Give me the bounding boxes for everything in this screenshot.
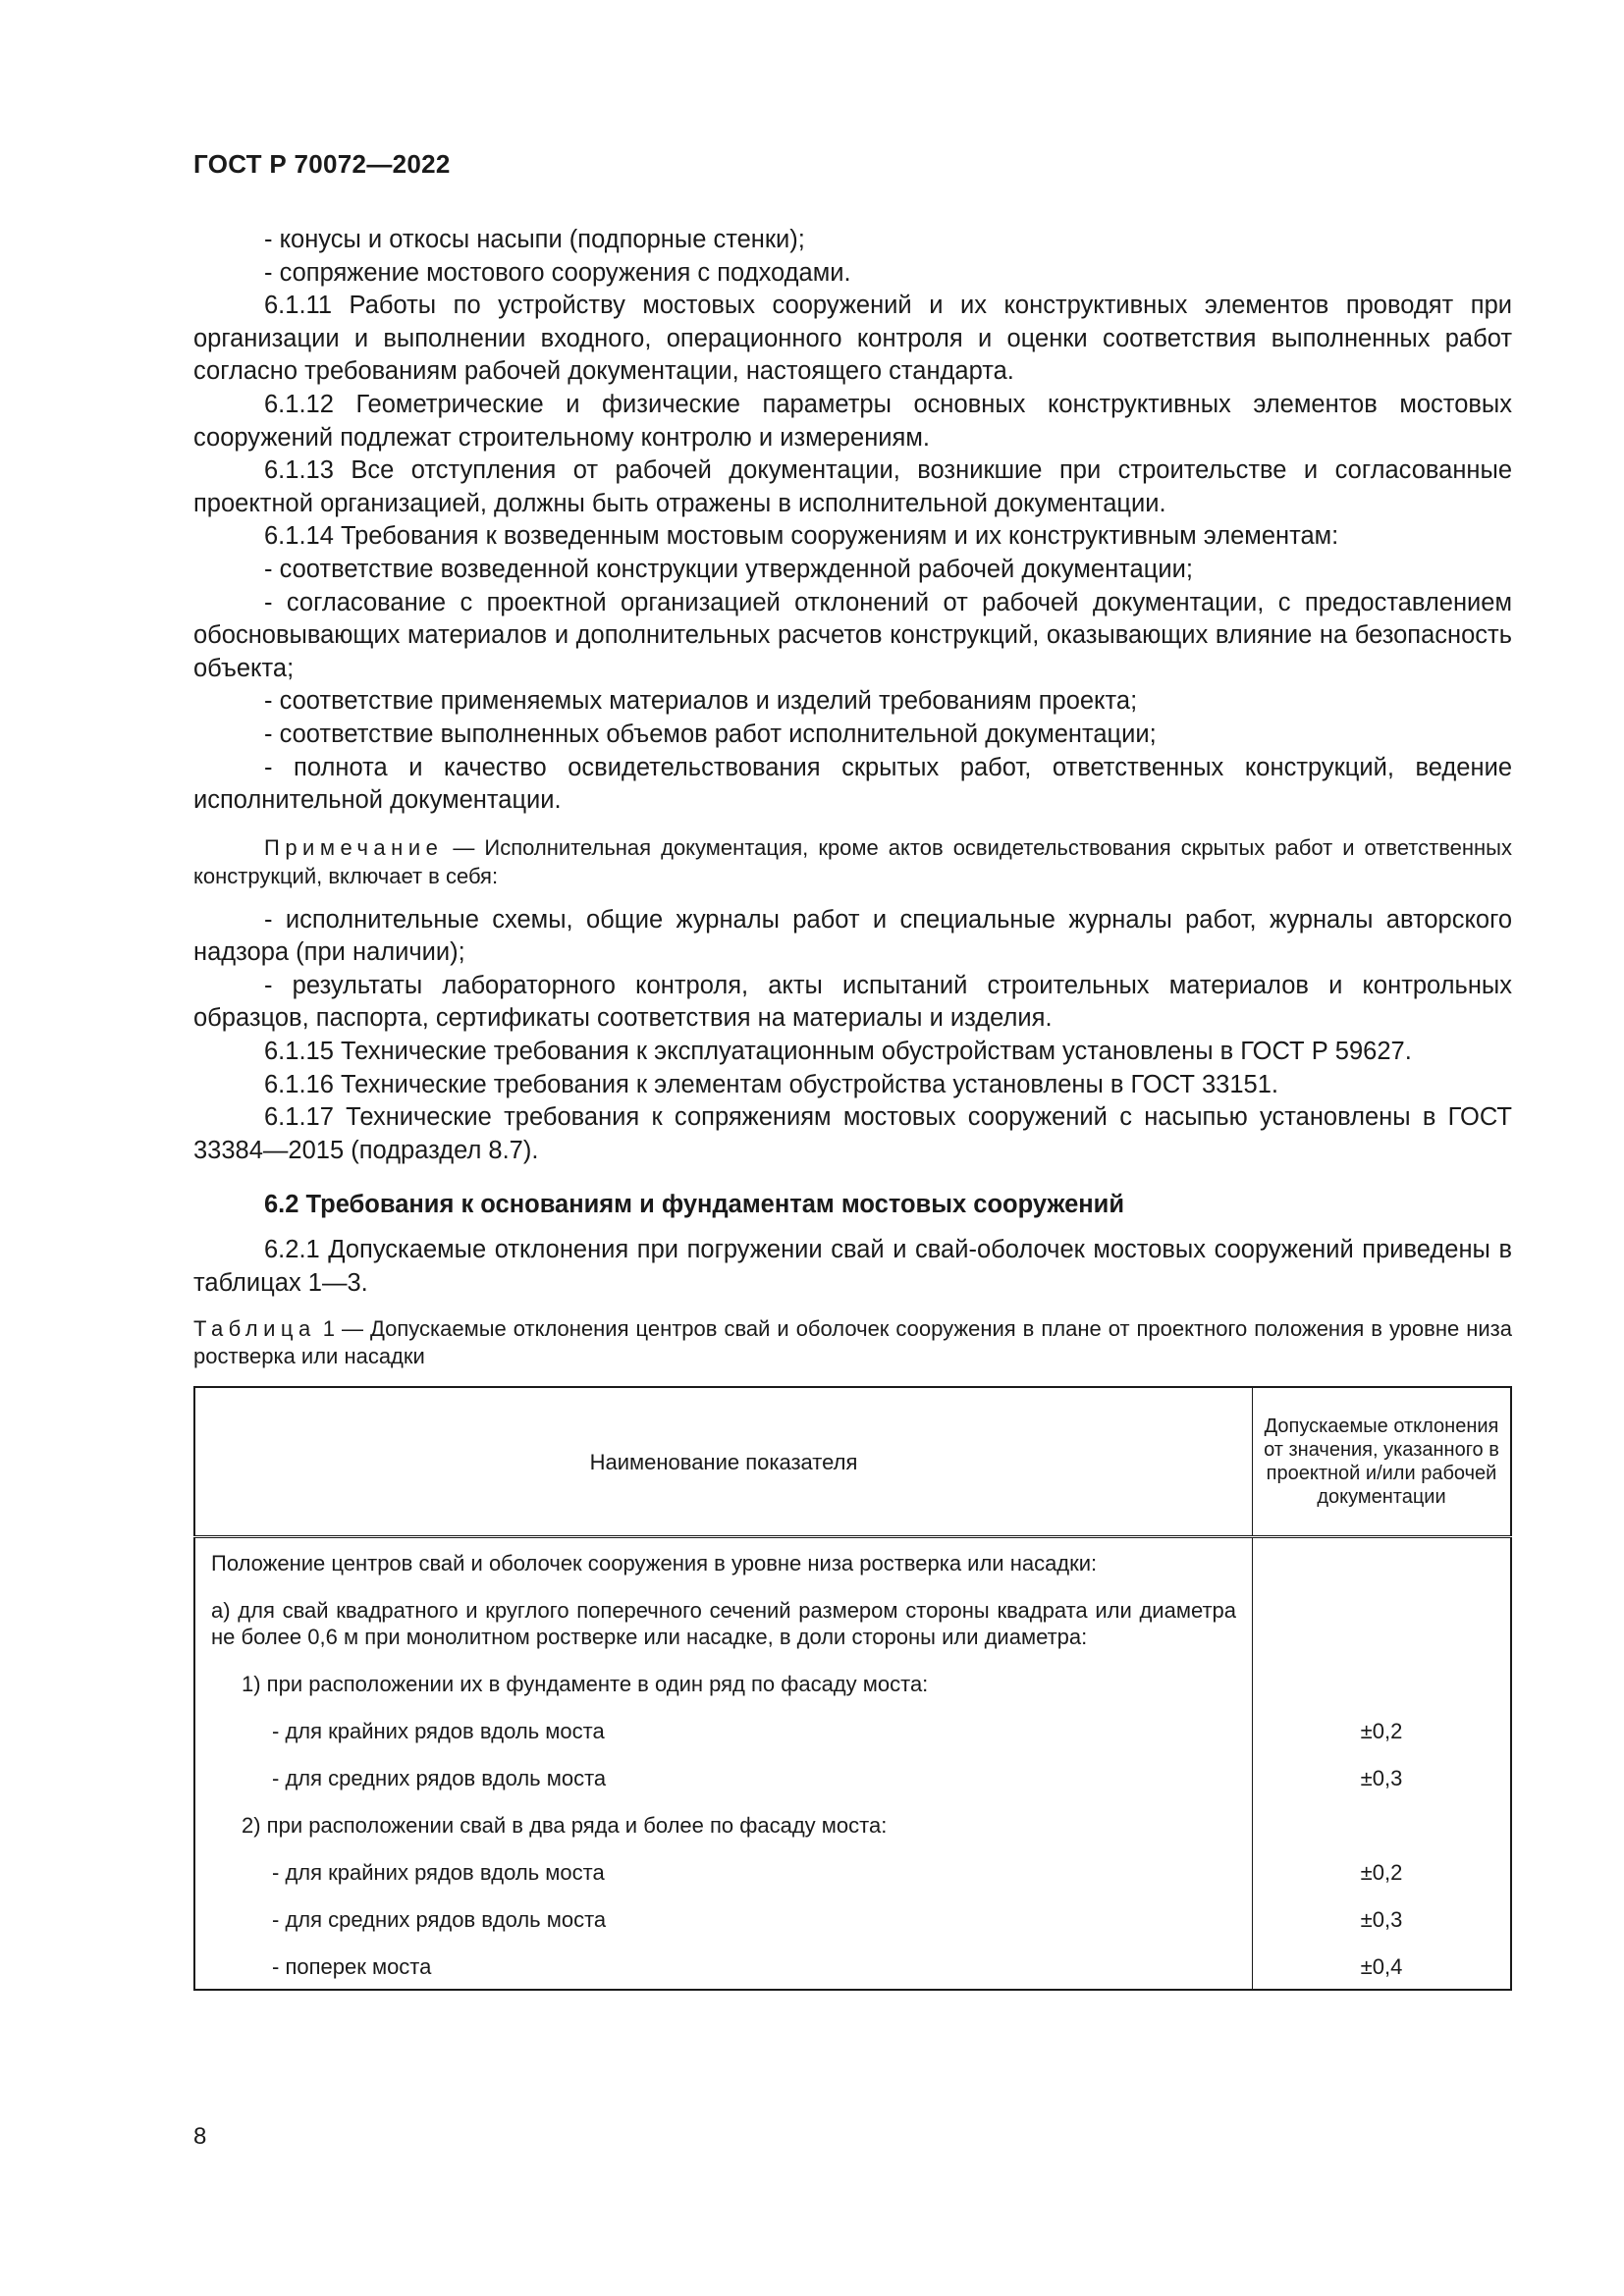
table-row (194, 1659, 1511, 1706)
paragraph: - сопряжение мостового сооружения с подходами. (264, 258, 851, 287)
section-title: 6.2 Требования к основаниям и фундаментам мостовых сооружений (264, 1191, 1125, 1219)
row-name: - поперек моста (194, 1942, 1253, 1990)
row-value: ±0,2 (1253, 1847, 1512, 1895)
row-name: а) для свай квадратного и круглого поперечного сечений размером стороны квадрата или диаметра не более 0,6 м при монолитном ростверке или насадке, в доли стороны или диаметра: (194, 1585, 1253, 1659)
paragraph: 6.1.16 Технические требования к элементам обустройства установлены в ГОСТ 33151. (264, 1070, 1278, 1098)
table-row (194, 1537, 1511, 1586)
note (193, 833, 1512, 890)
table-row (194, 1800, 1511, 1847)
paragraph: 6.1.17 Технические требования к сопряжениям мостовых сооружений с насыпью установлены в ГОСТ 33384—2015 (подраздел 8.7). (193, 1103, 1512, 1164)
row-name: - для средних рядов вдоль моста (194, 1753, 1253, 1800)
table-row (194, 1942, 1511, 1990)
table-row (194, 1847, 1511, 1895)
table-row (194, 1585, 1511, 1659)
table-caption-label: Таблица (193, 1316, 316, 1342)
row-value (1253, 1585, 1512, 1659)
paragraph: 6.1.15 Технические требования к эксплуатационным обустройствам установлены в ГОСТ Р 59627. (264, 1038, 1412, 1066)
paragraph: - соответствие возведенной конструкции утвержденной рабочей документации; (264, 555, 1193, 583)
paragraph: 6.1.14 Требования к возведенным мостовым сооружениям и их конструктивным элементам: (264, 522, 1339, 551)
table-row (194, 1706, 1511, 1753)
paragraph: 6.1.12 Геометрические и физические параметры основных конструктивных элементов мостовых сооружений подлежат строительному контролю и измерениям. (193, 390, 1512, 452)
deviation-table (193, 1386, 1512, 1991)
row-name: - для крайних рядов вдоль моста (194, 1847, 1253, 1895)
row-name: - для средних рядов вдоль моста (194, 1895, 1253, 1942)
paragraph: - полнота и качество освидетельствования скрытых работ, ответственных конструкций, ведение исполнительной документации. (193, 753, 1512, 815)
row-value: ±0,2 (1253, 1706, 1512, 1753)
row-value (1253, 1659, 1512, 1706)
table-caption (193, 1315, 1512, 1370)
document-header: ГОСТ Р 70072—2022 (193, 149, 451, 179)
document-body (193, 224, 1512, 1991)
row-name: Положение центров свай и оболочек сооружения в уровне низа ростверка или насадки: (194, 1537, 1253, 1586)
table-row (194, 1753, 1511, 1800)
row-value: ±0,4 (1253, 1942, 1512, 1990)
row-name: - для крайних рядов вдоль моста (194, 1706, 1253, 1753)
header-indicator-name: Наименование показателя (194, 1387, 1253, 1537)
row-name: 2) при расположении свай в два ряда и более по фасаду моста: (194, 1800, 1253, 1847)
row-value: ±0,3 (1253, 1895, 1512, 1942)
row-value: ±0,3 (1253, 1753, 1512, 1800)
header-allowed-deviation: Допускаемые отклонения от значения, указанного в проектной и/или рабочей документации (1253, 1387, 1512, 1537)
table-header-row (194, 1387, 1511, 1537)
paragraph: - результаты лабораторного контроля, акты испытаний строительных материалов и контрольных образцов, паспорта, сертификаты соответствия на материалы и изделия. (193, 971, 1512, 1033)
note-text: — Исполнительная документация, кроме актов освидетельствования скрытых работ и ответственных конструкций, включает в себя: (193, 834, 1512, 888)
row-name: 1) при расположении их в фундаменте в один ряд по фасаду моста: (194, 1659, 1253, 1706)
paragraph: - соответствие выполненных объемов работ исполнительной документации; (264, 720, 1157, 748)
paragraph: - конусы и откосы насыпи (подпорные стенки); (264, 226, 805, 253)
paragraph: 6.2.1 Допускаемые отклонения при погружении свай и свай-оболочек мостовых сооружений приведены в таблицах 1—3. (193, 1236, 1512, 1297)
paragraph: - соответствие применяемых материалов и изделий требованиям проекта; (264, 687, 1138, 716)
paragraph: - согласование с проектной организацией отклонений от рабочей документации, с предоставлением обосновывающих материалов и дополнительных расчетов конструкций, оказывающих влияние на безопасность объекта; (193, 588, 1512, 682)
page-number: 8 (193, 2123, 207, 2150)
row-value (1253, 1800, 1512, 1847)
table-row (194, 1895, 1511, 1942)
note-label: Примечание (264, 834, 444, 860)
paragraph: 6.1.11 Работы по устройству мостовых сооружений и их конструктивных элементов проводят при организации и выполнении входного, операционного контроля и оценки соответствия выполненных работ согласно требованиям рабочей документации, настоящего стандарта. (193, 292, 1512, 386)
paragraph: 6.1.13 Все отступления от рабочей документации, возникшие при строительстве и согласованные проектной организацией, должны быть отражены в исполнительной документации. (193, 456, 1512, 517)
row-value (1253, 1537, 1512, 1586)
table-caption-text: 1 — Допускаемые отклонения центров свай и оболочек сооружения в плане от проектного положения в уровне низа ростверка или насадки (193, 1316, 1512, 1369)
paragraph: - исполнительные схемы, общие журналы работ и специальные журналы работ, журналы авторского надзора (при наличии); (193, 905, 1512, 967)
